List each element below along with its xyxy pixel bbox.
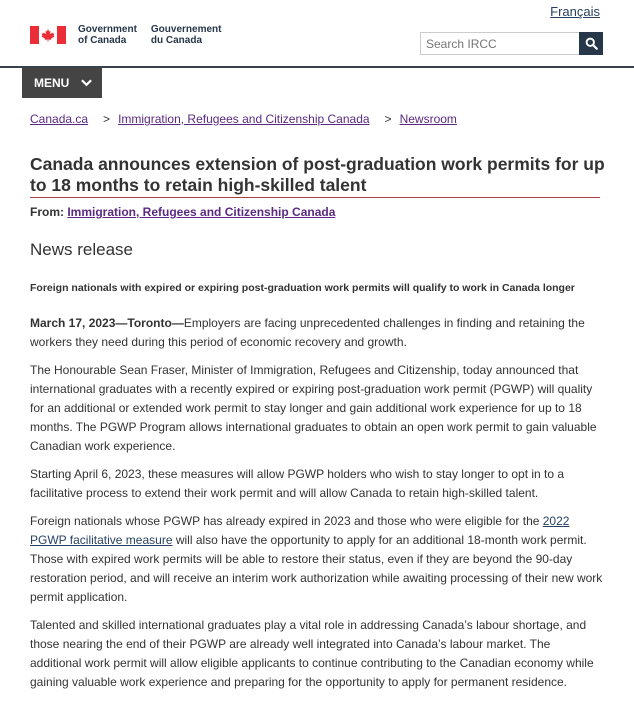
paragraph-4	[30, 512, 604, 607]
gov-fr-line1: Gouvernement	[150, 24, 222, 35]
page-title: Canada announces extension of post-graduation work permits for up to 18 months to retain high-skilled talent	[30, 154, 605, 195]
article-lede: Foreign nationals with expired or expiring post-graduation work permits will qualify to work in Canada longer	[30, 282, 575, 294]
from-line	[30, 205, 335, 219]
gov-en-line2: of Canada	[78, 35, 127, 46]
menu-button[interactable]	[22, 68, 102, 98]
wordmark-english	[78, 24, 137, 46]
dateline: March 17, 2023—Toronto—	[30, 316, 184, 330]
search-input[interactable]	[420, 32, 579, 55]
chevron-down-icon	[81, 79, 92, 87]
paragraph-1	[30, 314, 604, 352]
paragraph-4-after: will also have the opportunity to apply for an additional 18-month work permit. Those with expired work permits will be able to restore their status, even if they are beyond the 90-day restoration period, and will receive an interim work authorization while awaiting processing of their new work permit application.	[30, 533, 603, 604]
breadcrumb-separator: >	[103, 112, 111, 126]
menu-label: MENU	[34, 76, 70, 90]
breadcrumb	[30, 112, 457, 126]
paragraph-4-before: Foreign nationals whose PGWP has already expired in 2023 and those who were eligible for the	[30, 514, 543, 528]
government-wordmark	[78, 24, 235, 46]
paragraph-1-text: Employers are facing unprecedented challenges in finding and retaining the workers they need during this period of economic recovery and growth.	[30, 316, 585, 349]
government-of-canada-signature[interactable]	[30, 24, 235, 46]
search-button[interactable]	[579, 32, 603, 55]
search-form	[420, 32, 603, 55]
wordmark-french	[151, 24, 222, 46]
breadcrumb-newsroom[interactable]: Newsroom	[399, 112, 457, 126]
language-toggle-link[interactable]: Français	[550, 4, 600, 19]
breadcrumb-separator: >	[384, 112, 392, 126]
from-label: From:	[30, 205, 64, 219]
gov-en-line1: Government	[78, 24, 137, 35]
canada-flag-icon	[30, 26, 66, 44]
paragraph-5: Talented and skilled international graduates play a vital role in addressing Canada’s labour shortage, and those nearing the end of their PGWP are already well integrated into Canada’s labour market. The additional work permit will allow eligible applicants to continue contributing to the Canadian economy while gaining valuable work experience and preparing for the opportunity to apply for permanent residence.	[30, 618, 594, 689]
breadcrumb-canada-ca[interactable]: Canada.ca	[30, 112, 89, 126]
article-body	[30, 314, 604, 701]
gov-fr-line2: du Canada	[150, 35, 203, 46]
facilitative-measure-link[interactable]: 2022 PGWP facilitative measure	[30, 514, 570, 547]
search-icon	[585, 37, 598, 50]
section-heading: News release	[30, 240, 133, 259]
title-underline	[30, 197, 600, 198]
breadcrumb-ircc[interactable]: Immigration, Refugees and Citizenship Canada	[118, 112, 370, 126]
paragraph-2: The Honourable Sean Fraser, Minister of Immigration, Refugees and Citizenship, today announced that international graduates with a recently expired or expiring post-graduation work permit (PGWP) will quality for an additional or extended work permit to stay longer and gain additional work experience for up to 18 months. The PGWP Program allows international graduates to obtain an open work permit to gain valuable Canadian work experience.	[30, 363, 597, 453]
from-org-link[interactable]: Immigration, Refugees and Citizenship Canada	[67, 205, 336, 219]
paragraph-3: Starting April 6, 2023, these measures will allow PGWP holders who wish to stay longer to opt in to a facilitative process to extend their work permit and will allow Canada to retain high-skilled talent.	[30, 467, 565, 500]
